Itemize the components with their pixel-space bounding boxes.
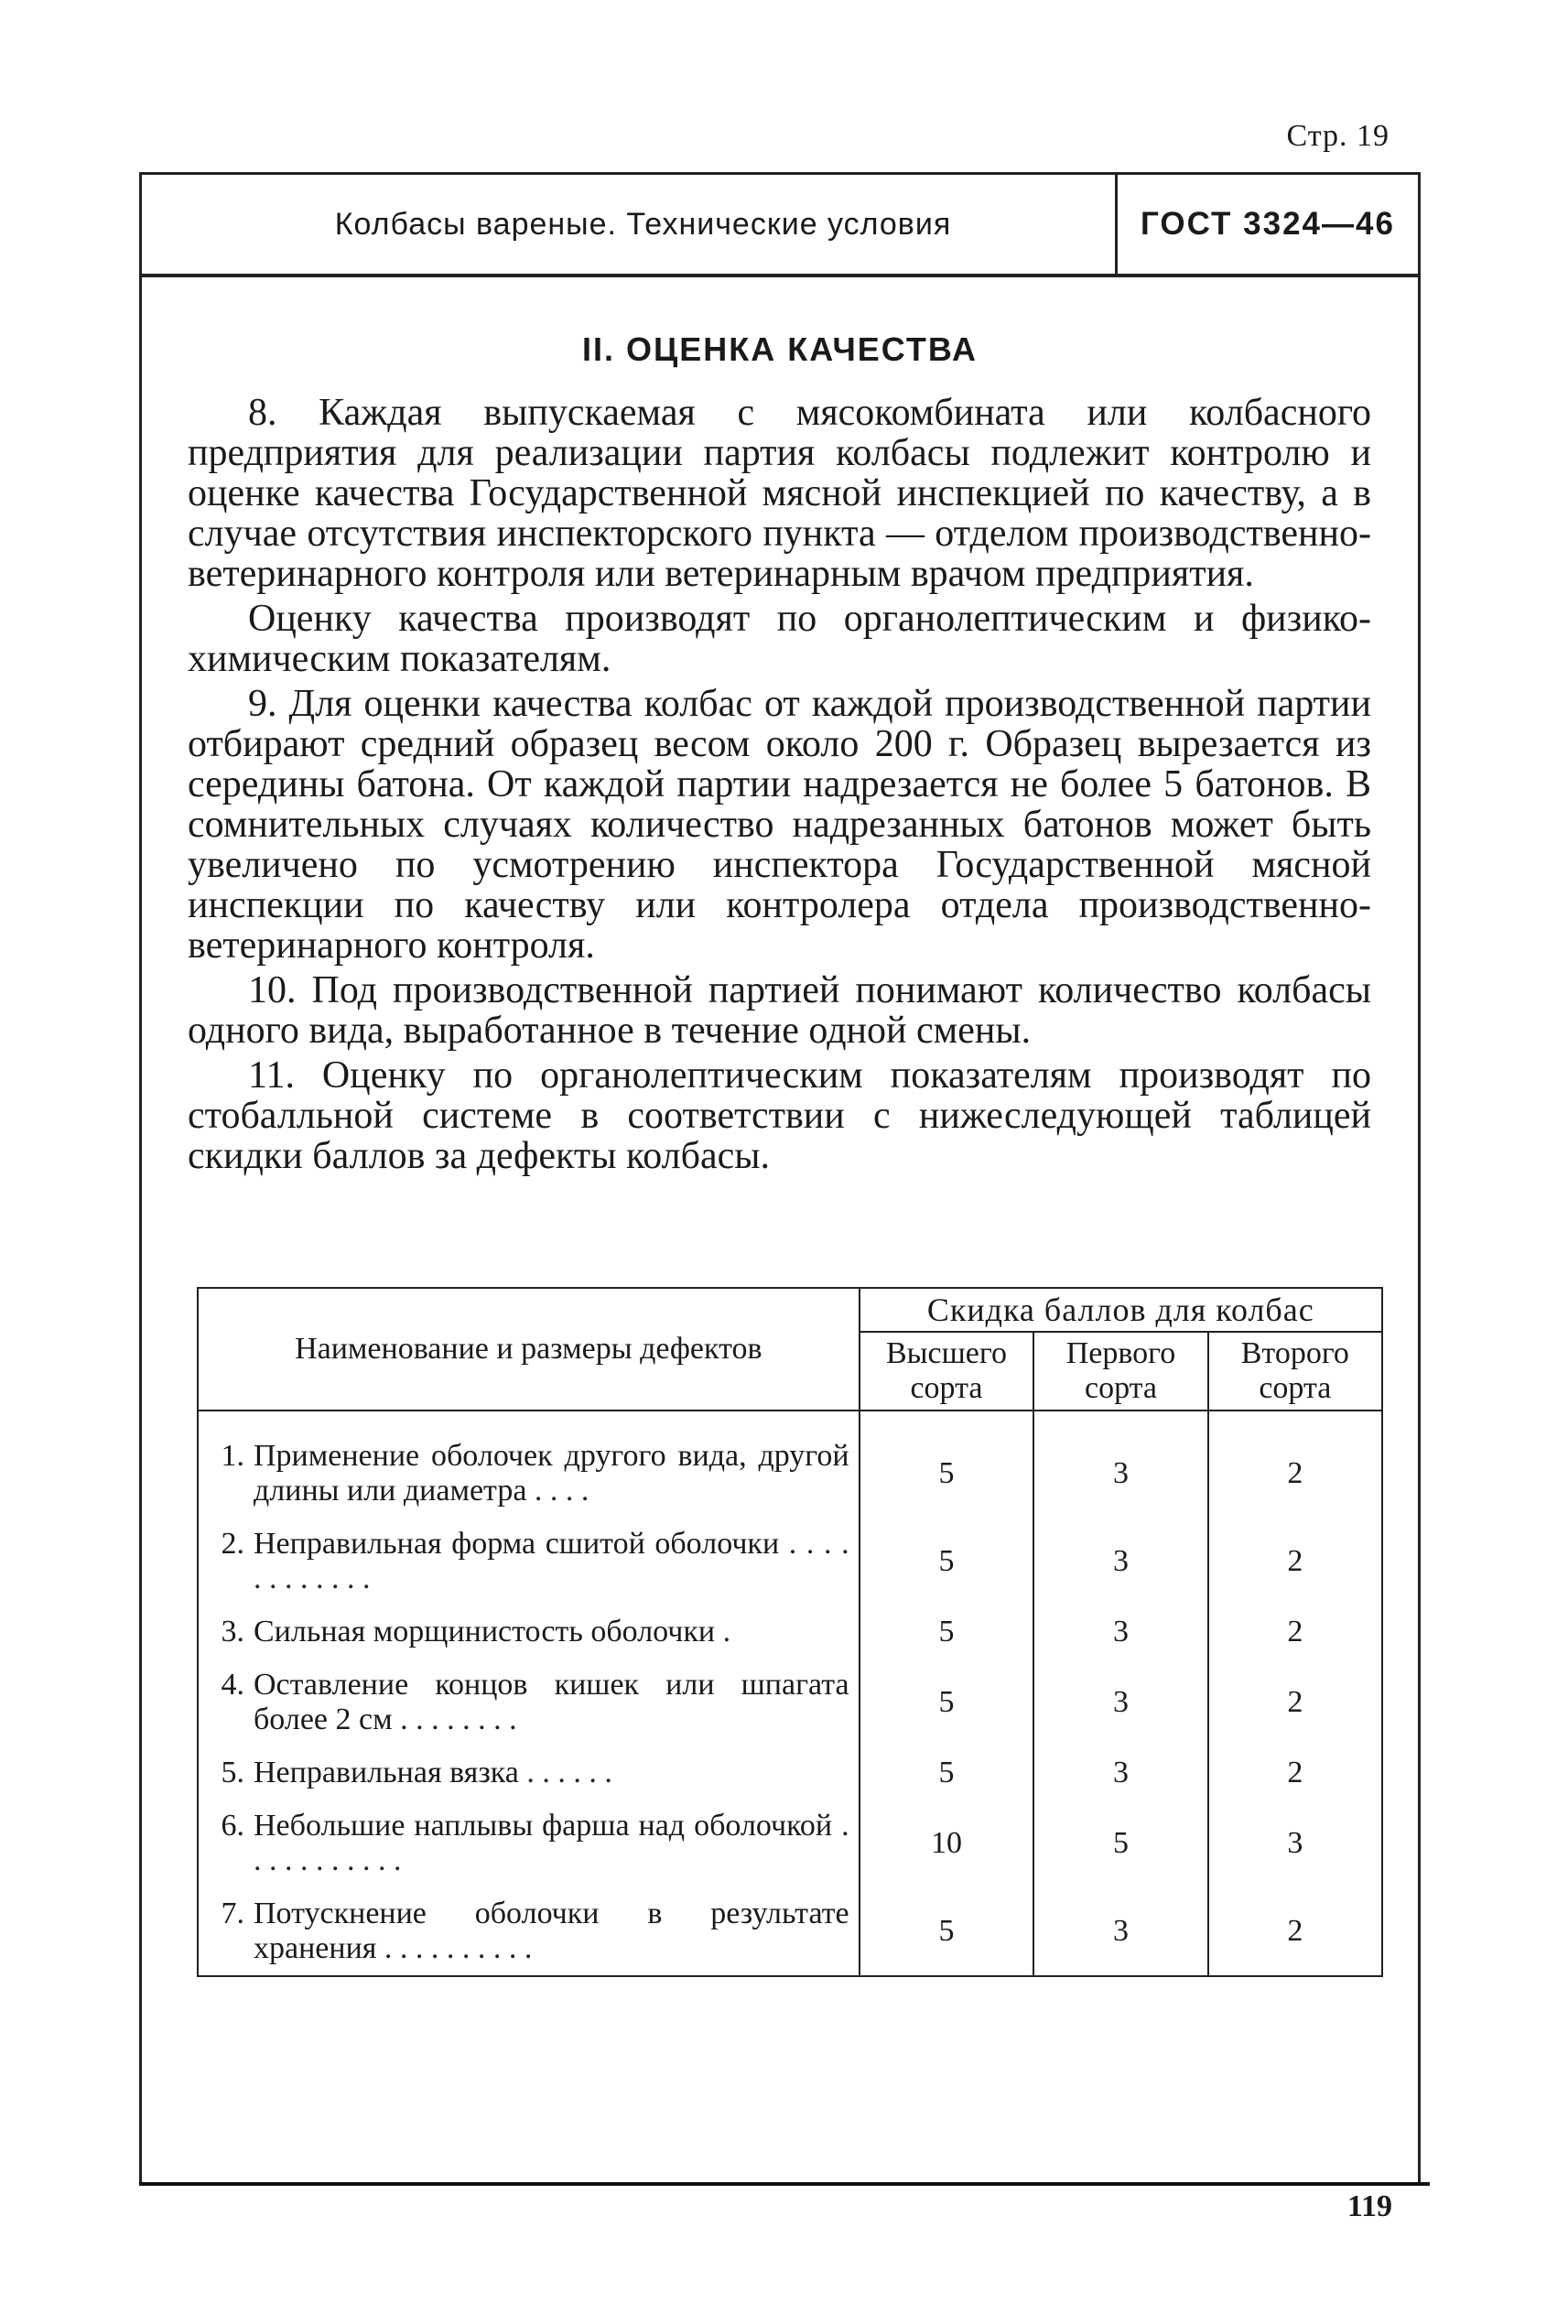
value-grade-3: 3 bbox=[1208, 1800, 1382, 1887]
defect-name: Применение оболочек другого вида, другой длины или диаметра . . . . bbox=[254, 1439, 849, 1508]
defect-name: Оставление концов кишек или шпагата более 2 см . . . . . . . . bbox=[254, 1668, 849, 1736]
section-title: II. ОЦЕНКА КАЧЕСТВА bbox=[581, 330, 979, 368]
footer-page-number: 119 bbox=[1346, 2189, 1392, 2223]
body-text bbox=[188, 393, 1371, 1181]
row-number: 7. bbox=[221, 1897, 244, 1930]
paragraph: 10. Под производственной партией понимают количество колбасы одного вида, выработанное в течение одной смены. bbox=[188, 969, 1371, 1052]
table-row bbox=[198, 1605, 1382, 1659]
value-grade-3: 2 bbox=[1208, 1411, 1382, 1518]
running-header bbox=[142, 175, 1418, 277]
value-grade-2: 3 bbox=[1033, 1411, 1207, 1518]
value-grade-1: 5 bbox=[860, 1887, 1034, 1976]
value-grade-2: 5 bbox=[1033, 1800, 1207, 1887]
paragraph: 8. Каждая выпускаемая с мясокомбината или колбасного предприятия для реализации партия колбасы подлежит контролю и оценке качества Государственной мясной инспекцией по качеству, а в случае отсутствия инспекторского пункта — отделом производственно-ветеринарного контроля или ветеринарным врачом предприятия. bbox=[188, 392, 1371, 595]
col-header-grade-2: Первого сорта bbox=[1033, 1332, 1207, 1411]
value-grade-1: 5 bbox=[860, 1605, 1034, 1659]
defect-name: Неправильная форма сшитой оболочки . . . . . . . . . . . . bbox=[254, 1527, 849, 1595]
col-header-grade-3: Второго сорта bbox=[1208, 1332, 1382, 1411]
header-standard: ГОСТ 3324—46 bbox=[1141, 206, 1395, 242]
row-number: 6. bbox=[221, 1809, 244, 1843]
value-grade-2: 3 bbox=[1033, 1605, 1207, 1659]
paragraph: 11. Оценку по органолептическим показателям производят по стобалльной системе в соответствии с нижеследующей таблицей скидки баллов за дефекты колбасы. bbox=[188, 1054, 1371, 1177]
value-grade-1: 5 bbox=[860, 1659, 1034, 1746]
row-number: 1. bbox=[221, 1439, 244, 1473]
table-row bbox=[198, 1800, 1382, 1887]
defect-name: Небольшие наплывы фарша над оболочкой . . . . . . . . . . . bbox=[254, 1809, 849, 1877]
row-number: 5. bbox=[221, 1756, 244, 1789]
table-row bbox=[198, 1411, 1382, 1518]
value-grade-1: 5 bbox=[860, 1746, 1034, 1800]
row-number: 4. bbox=[221, 1668, 244, 1702]
value-grade-1: 5 bbox=[860, 1518, 1034, 1605]
frame-bottom-rule bbox=[139, 2182, 1430, 2186]
value-grade-3: 2 bbox=[1208, 1518, 1382, 1605]
value-grade-3: 2 bbox=[1208, 1605, 1382, 1659]
page-label: Стр. 19 bbox=[1286, 119, 1390, 153]
header-title: Колбасы вареные. Технические условия bbox=[334, 206, 952, 242]
table-row bbox=[198, 1887, 1382, 1976]
value-grade-3: 2 bbox=[1208, 1887, 1382, 1976]
value-grade-3: 2 bbox=[1208, 1746, 1382, 1800]
col-header-group: Скидка баллов для колбас bbox=[860, 1288, 1382, 1332]
defects-table bbox=[197, 1287, 1383, 1977]
paragraph: Оценку качества производят по органолептическим и физико-химическим показателям. bbox=[188, 598, 1371, 680]
document-frame bbox=[139, 172, 1421, 2182]
defect-name: Сильная морщинистость оболочки . bbox=[254, 1615, 731, 1648]
paragraph: 9. Для оценки качества колбас от каждой производственной партии отбирают средний образец весом около 200 г. Образец вырезается из середины батона. От каждой партии надрезается не более 5 батонов. В сомнительных случаях количество надрезанных батонов может быть увеличено по усмотрению инспектора Государственной мясной инспекции по качеству или контролера отдела производственно-ветеринарного контроля. bbox=[188, 683, 1371, 967]
value-grade-2: 3 bbox=[1033, 1659, 1207, 1746]
value-grade-1: 10 bbox=[860, 1800, 1034, 1887]
col-header-name: Наименование и размеры дефектов bbox=[198, 1288, 860, 1411]
value-grade-3: 2 bbox=[1208, 1659, 1382, 1746]
value-grade-2: 3 bbox=[1033, 1746, 1207, 1800]
value-grade-1: 5 bbox=[860, 1411, 1034, 1518]
row-number: 3. bbox=[221, 1615, 244, 1648]
table-row bbox=[198, 1518, 1382, 1605]
col-header-grade-1: Высшего сорта bbox=[860, 1332, 1034, 1411]
row-number: 2. bbox=[221, 1527, 244, 1561]
table-row bbox=[198, 1746, 1382, 1800]
value-grade-2: 3 bbox=[1033, 1518, 1207, 1605]
defect-name: Потускнение оболочки в результате хранения . . . . . . . . . . bbox=[254, 1897, 849, 1965]
value-grade-2: 3 bbox=[1033, 1887, 1207, 1976]
table-row bbox=[198, 1659, 1382, 1746]
defect-name: Неправильная вязка . . . . . . bbox=[254, 1756, 612, 1789]
